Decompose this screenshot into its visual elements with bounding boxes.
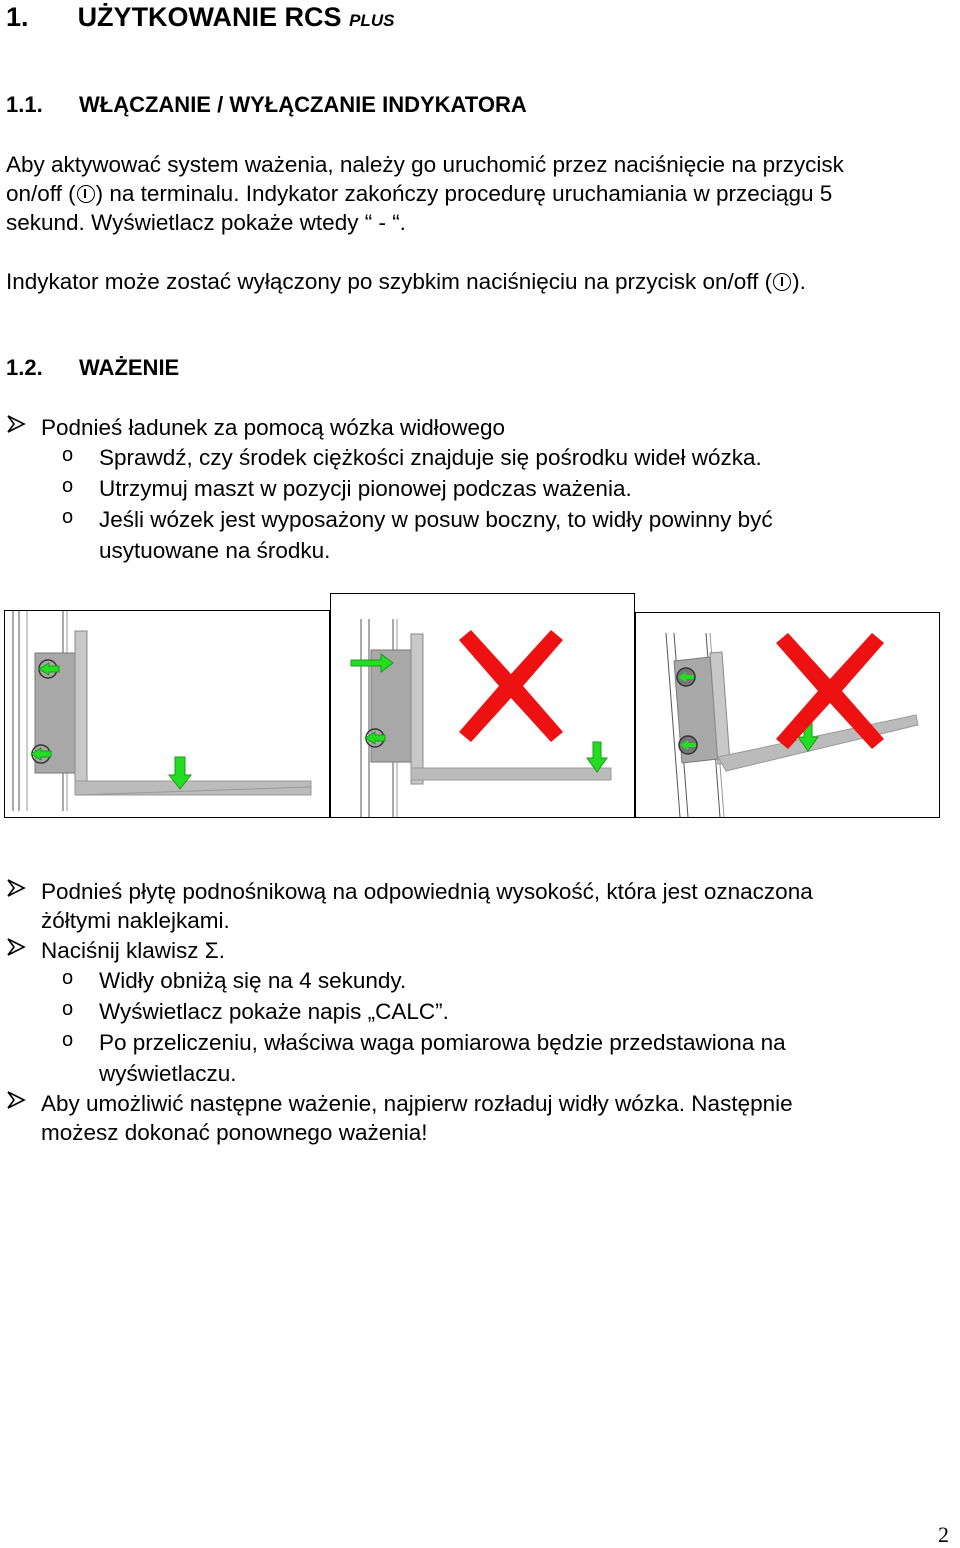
section2-number: 1.2. <box>6 355 43 380</box>
figure-correct-position <box>4 610 330 818</box>
section1-para1-line2: on/off ( ) na terminalu. Indykator zakończy procedurę uruchamiania w przeciągu 5 <box>6 181 833 206</box>
circle-bullet-icon: o <box>62 967 74 989</box>
bullet4-line1: Aby umożliwić następne ważenie, najpierw rozładuj widły wózka. Następnie <box>41 1091 793 1116</box>
figure-wrong-tilt <box>635 612 940 818</box>
arrowhead-bullet-icon <box>6 878 26 904</box>
section1-number: 1.1. <box>6 92 43 117</box>
bullet2-line2: żółtymi naklejkami. <box>41 908 230 933</box>
circle-bullet-icon: o <box>62 475 74 497</box>
section2-title: WAŻENIE <box>79 355 180 380</box>
green-arrow-icon <box>365 729 385 747</box>
bullet4-line2: możesz dokonać ponownego ważenia! <box>41 1120 428 1145</box>
figure-wrong-offset <box>330 593 635 818</box>
page-heading <box>6 2 394 33</box>
section1-title: WŁĄCZANIE / WYŁĄCZANIE INDYKATORA <box>79 92 527 117</box>
arrowhead-bullet-icon <box>6 937 26 963</box>
bullet3-text: Naciśnij klawisz Σ. <box>41 938 225 963</box>
circle-bullet-icon: o <box>62 506 74 528</box>
bullet1-sub1: Sprawdź, czy środek ciężkości znajduje się pośrodku wideł wózka. <box>99 445 762 470</box>
section1-heading <box>6 92 43 118</box>
bullet3-sub1: Widły obniżą się na 4 sekundy. <box>99 968 407 993</box>
bullet1-text: Podnieś ładunek za pomocą wózka widłowego <box>41 415 506 440</box>
power-icon <box>77 185 95 203</box>
heading-plus: PLUS <box>349 11 395 30</box>
circle-bullet-icon: o <box>62 1029 74 1051</box>
heading-title: UŻYTKOWANIE RCS <box>77 2 342 32</box>
circle-bullet-icon: o <box>62 998 74 1020</box>
bullet1-sub2: Utrzymuj maszt w pozycji pionowej podczas ważenia. <box>99 476 632 501</box>
section1-para2: Indykator może zostać wyłączony po szybkim naciśnięciu na przycisk on/off ( ). <box>6 269 806 294</box>
power-icon <box>773 273 791 291</box>
bullet3-sub3-cont: wyświetlaczu. <box>99 1061 237 1086</box>
red-cross-icon <box>459 630 563 742</box>
bullet3-sub2: Wyświetlacz pokaże napis „CALC”. <box>99 999 449 1024</box>
bullet2-line1: Podnieś płytę podnośnikową na odpowiednią wysokość, która jest oznaczona <box>41 879 813 904</box>
green-arrow-icon <box>31 745 51 763</box>
heading-number: 1. <box>6 2 29 32</box>
section1-para1-line1: Aby aktywować system ważenia, należy go uruchomić przez naciśnięcie na przycisk <box>6 152 844 177</box>
circle-bullet-icon: o <box>62 444 74 466</box>
arrowhead-bullet-icon <box>6 1090 26 1116</box>
bullet3-sub3: Po przeliczeniu, właściwa waga pomiarowa będzie przedstawiona na <box>99 1030 786 1055</box>
bullet1-sub3-cont: usytuowane na środku. <box>99 538 331 563</box>
section1-para1-line3: sekund. Wyświetlacz pokaże wtedy “ - “. <box>6 210 406 235</box>
red-cross-icon <box>776 633 884 749</box>
bullet1-sub3: Jeśli wózek jest wyposażony w posuw boczny, to widły powinny być <box>99 507 773 532</box>
arrowhead-bullet-icon <box>6 414 26 440</box>
green-arrow-icon <box>677 668 695 686</box>
page-number: 2 <box>938 1522 949 1547</box>
green-arrow-icon <box>679 736 697 754</box>
